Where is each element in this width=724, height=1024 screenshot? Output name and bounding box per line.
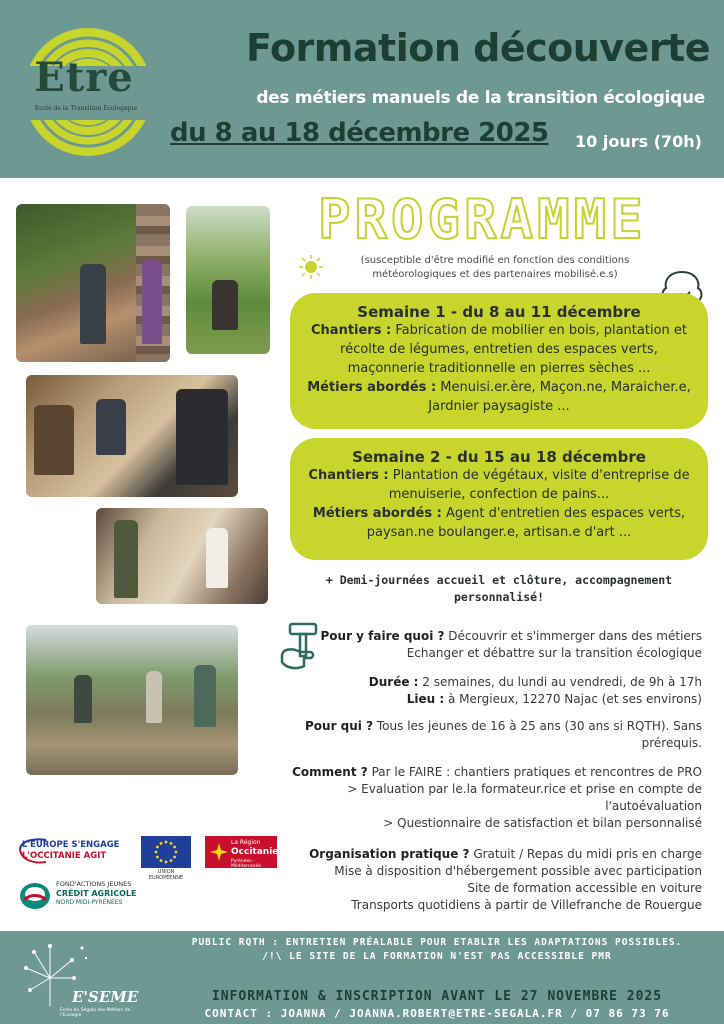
demi-journees-note: + Demi-journées accueil et clôture, accompagnement personnalisé! bbox=[325, 573, 673, 604]
programme-note-line: (susceptible d'être modifié en fonction des conditions bbox=[360, 255, 630, 266]
photo-person bbox=[114, 520, 138, 598]
esme-tagline: Ecole du Ségala des Métiers de l'Ecologie bbox=[60, 1008, 131, 1018]
info-label: Lieu : bbox=[406, 692, 445, 706]
logo-tagline: Ecole de la Transition Ecologique bbox=[34, 105, 138, 112]
footer-deadline: INFORMATION & INSCRIPTION AVANT LE 27 NOVEMBRE 2025 bbox=[211, 989, 663, 1004]
photo-person bbox=[212, 280, 238, 330]
programme-title: PROGRAMME bbox=[318, 188, 647, 251]
footer-rqth-notice bbox=[160, 936, 714, 964]
week-1-card bbox=[290, 293, 708, 429]
photo-person bbox=[80, 264, 106, 344]
info-label: Pour y faire quoi ? bbox=[320, 629, 445, 643]
photo-dry-stone-wall bbox=[26, 625, 238, 775]
eu-flag bbox=[141, 836, 191, 868]
info-text: Site de formation accessible en voiture bbox=[467, 881, 702, 895]
chantiers-label: Chantiers : bbox=[308, 468, 389, 483]
training-duration: 10 jours (70h) bbox=[575, 132, 702, 151]
hammer-hand-icon bbox=[274, 622, 320, 672]
info-text: 2 semaines, du lundi au vendredi, de 9h à 17h bbox=[422, 675, 702, 689]
photo-person bbox=[96, 399, 126, 455]
ca-name: CRÉDIT AGRICOLE bbox=[56, 889, 137, 898]
eu-caption: UNION EUROPÉENNE bbox=[148, 869, 184, 881]
info-text: Gratuit / Repas du midi pris en charge bbox=[473, 847, 702, 861]
week-2-card bbox=[290, 438, 708, 560]
info-method bbox=[292, 764, 702, 832]
footer-contact: CONTACT : JOANNA / JOANNA.ROBERT@ETRE-SEGALA.FR / 07 86 73 76 bbox=[204, 1007, 670, 1020]
chantiers-text: Plantation de végétaux, visite d'entreprise de menuiserie, confection de pains... bbox=[388, 468, 690, 502]
occitan-cross-icon bbox=[209, 842, 229, 862]
info-text: prérequis. bbox=[641, 736, 702, 750]
page-subtitle: des métiers manuels de la transition écologique bbox=[256, 88, 705, 108]
training-dates: du 8 au 18 décembre 2025 bbox=[170, 118, 549, 148]
credit-agricole-logo bbox=[18, 878, 178, 914]
region-name: Occitanie bbox=[231, 847, 279, 857]
region-occitanie-logo bbox=[205, 836, 277, 868]
esme-logo bbox=[20, 938, 150, 1018]
info-purpose bbox=[320, 628, 702, 662]
logo-word: Etre bbox=[34, 54, 134, 101]
europe-text: L'EUROPE S'ENGAGE bbox=[22, 840, 120, 850]
photo-woodwork bbox=[26, 375, 238, 497]
info-label: Durée : bbox=[368, 675, 419, 689]
ca-text: FOND'ACTIONS JEUNES bbox=[56, 880, 132, 888]
programme-note bbox=[330, 254, 660, 282]
info-text: Découvrir et s'immerger dans des métiers bbox=[448, 629, 702, 643]
eu-stars-icon bbox=[141, 836, 191, 868]
metiers-label: Métiers abordés : bbox=[312, 506, 442, 521]
info-label: Organisation pratique ? bbox=[309, 847, 470, 861]
info-text: > Evaluation par le.la formateur.rice et prise en compte de bbox=[347, 782, 702, 796]
footer-line: /!\ LE SITE DE LA FORMATION N'EST PAS ACCESSIBLE PMR bbox=[262, 951, 612, 962]
info-audience bbox=[305, 718, 702, 752]
europe-occitanie-logo bbox=[16, 836, 130, 868]
programme-note-line: météorologiques et des partenaires mobilisé.e.s) bbox=[372, 269, 618, 280]
metiers-text: Agent d'entretien des espaces verts, paysan.ne boulanger.e, artisan.e d'art ... bbox=[366, 506, 686, 540]
chantiers-text: Fabrication de mobilier en bois, plantation et récolte de légumes, entretien des espaces verts, maçonnerie traditionnelle en pierres sèches ... bbox=[340, 323, 687, 376]
region-text: La Région bbox=[231, 839, 261, 846]
region-sub: Pyrénées - Méditerranée bbox=[231, 859, 262, 869]
week-title: Semaine 2 - du 15 au 18 décembre bbox=[352, 448, 646, 466]
photo-person bbox=[146, 671, 162, 723]
info-text: Echanger et débattre sur la transition écologique bbox=[406, 646, 702, 660]
photo-hedge-trimming bbox=[16, 204, 170, 362]
sun-icon bbox=[298, 254, 324, 280]
metiers-label: Métiers abordés : bbox=[307, 380, 437, 395]
metiers-text: Menuisi.er.ère, Maçon.ne, Maraicher.e, Jardnier paysagiste ... bbox=[428, 380, 691, 414]
esme-name: E'SEME bbox=[72, 988, 139, 1006]
chantiers-label: Chantiers : bbox=[311, 323, 392, 338]
ca-emblem-icon bbox=[18, 880, 52, 912]
week-title: Semaine 1 - du 8 au 11 décembre bbox=[357, 303, 641, 321]
photo-person bbox=[74, 675, 92, 723]
ca-sub: NORD MIDI-PYRÉNÉES bbox=[56, 899, 123, 906]
info-text: > Questionnaire de satisfaction et bilan personnalisé bbox=[383, 816, 702, 830]
footer-line: PUBLIC RQTH : ENTRETIEN PRÉALABLE POUR ETABLIR LES ADAPTATIONS POSSIBLES. bbox=[191, 937, 683, 948]
photo-person bbox=[206, 528, 228, 588]
info-text: Par le FAIRE : chantiers pratiques et rencontres de PRO bbox=[371, 765, 702, 779]
info-text: Tous les jeunes de 16 à 25 ans (30 ans si RQTH). Sans bbox=[376, 719, 702, 733]
photo-person bbox=[176, 389, 228, 485]
info-practical bbox=[309, 846, 702, 914]
info-text: Transports quotidiens à partir de Villefranche de Rouergue bbox=[351, 898, 702, 912]
photo-person bbox=[194, 665, 216, 727]
occitanie-text: L'OCCITANIE AGIT bbox=[22, 851, 107, 861]
info-text: l'autoévaluation bbox=[605, 799, 702, 813]
photo-person bbox=[34, 405, 74, 475]
info-duration-place bbox=[369, 674, 702, 708]
info-label: Pour qui ? bbox=[305, 719, 374, 733]
photo-person bbox=[142, 260, 162, 344]
photo-bread-making bbox=[96, 508, 268, 604]
photo-vineyard bbox=[186, 206, 270, 354]
info-label: Comment ? bbox=[292, 765, 368, 779]
info-text: Mise à disposition d'hébergement possible avec participation bbox=[334, 864, 702, 878]
header-banner bbox=[0, 0, 724, 178]
info-text: à Mergieux, 12270 Najac (et ses environs) bbox=[448, 692, 702, 706]
page-title: Formation découverte bbox=[246, 26, 710, 70]
